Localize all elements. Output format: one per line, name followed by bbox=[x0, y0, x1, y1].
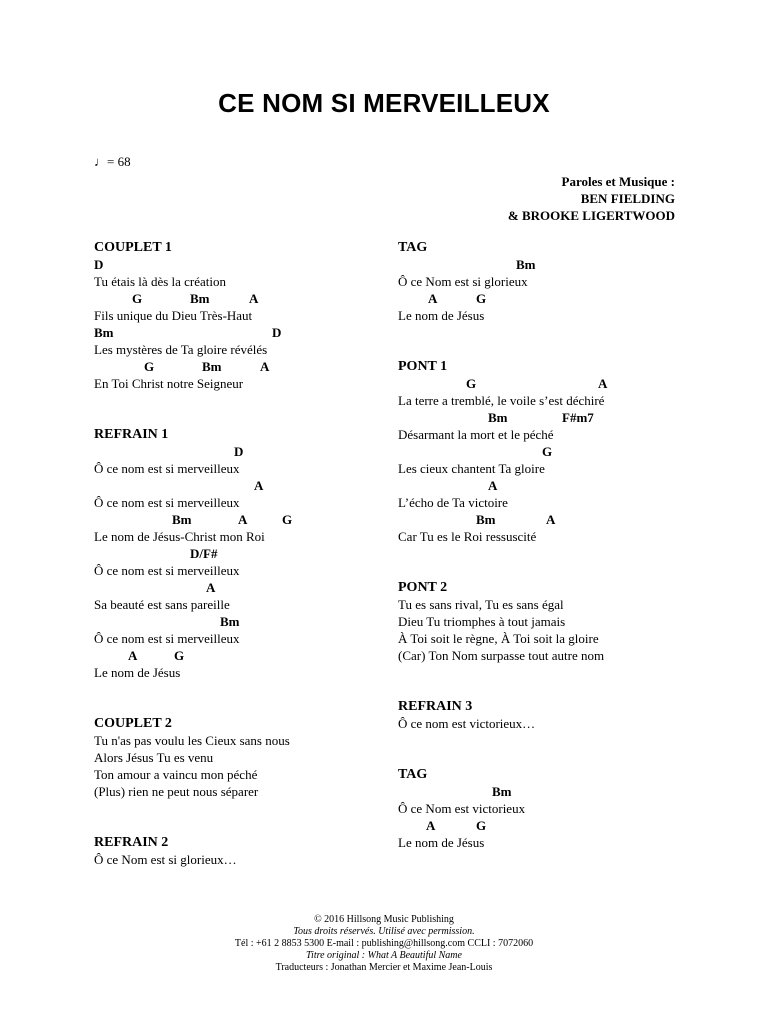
chord-symbol: D bbox=[94, 257, 104, 272]
chord-symbol: D bbox=[234, 444, 244, 459]
chord-line bbox=[398, 409, 688, 426]
chord-line bbox=[94, 477, 384, 494]
lyric-line: Tu es sans rival, Tu es sans égal bbox=[398, 597, 564, 612]
chord-line bbox=[94, 545, 384, 562]
lyric-line: Ô ce Nom est si glorieux bbox=[398, 274, 528, 289]
chord-symbol: Bm bbox=[492, 784, 512, 799]
lyric-line: Le nom de Jésus-Christ mon Roi bbox=[94, 529, 265, 544]
footer-rights: Tous droits réservés. Utilisé avec permission. bbox=[293, 926, 475, 937]
chord-line bbox=[398, 290, 688, 307]
footer-contact: Tél : +61 2 8853 5300 E-mail : publishing@hillsong.com CCLI : 7072060 bbox=[234, 938, 534, 949]
lyric-line: Sa beauté est sans pareille bbox=[94, 597, 230, 612]
chord-symbol: Bm bbox=[476, 512, 496, 527]
chord-symbol: Bm bbox=[488, 410, 508, 425]
chord-symbol: G bbox=[542, 444, 553, 459]
credits-author-2: & BROOKE LIGERTWOOD bbox=[507, 208, 675, 223]
chord-line bbox=[94, 256, 384, 273]
lyric-line: La terre a tremblé, le voile s’est déchiré bbox=[398, 393, 605, 408]
song-section bbox=[398, 579, 688, 664]
chord-symbol: G bbox=[476, 818, 487, 833]
chord-symbol: A bbox=[546, 512, 556, 527]
lyric-line: L’écho de Ta victoire bbox=[398, 495, 508, 510]
song-section bbox=[94, 426, 384, 681]
song-section bbox=[398, 698, 688, 732]
chord-symbol: Bm bbox=[202, 359, 222, 374]
chord-symbol: A bbox=[598, 376, 608, 391]
chord-symbol: A bbox=[206, 580, 216, 595]
chord-line bbox=[94, 647, 384, 664]
chord-symbol: Bm bbox=[220, 614, 240, 629]
chord-symbol: A bbox=[128, 648, 138, 663]
footer-original-title: Titre original : What A Beautiful Name bbox=[306, 950, 462, 961]
footer-copyright: © 2016 Hillsong Music Publishing bbox=[314, 914, 454, 925]
chord-symbol: A bbox=[249, 291, 259, 306]
credits-author-1: BEN FIELDING bbox=[580, 191, 675, 206]
chord-line bbox=[94, 511, 384, 528]
chord-symbol: G bbox=[476, 291, 487, 306]
chord-symbol: Bm bbox=[94, 325, 114, 340]
section-heading: TAG bbox=[398, 240, 428, 255]
chord-symbol: A bbox=[488, 478, 498, 493]
chord-symbol: A bbox=[426, 818, 436, 833]
lyric-line: Les cieux chantent Ta gloire bbox=[398, 461, 545, 476]
lyric-line: Le nom de Jésus bbox=[94, 665, 181, 680]
chord-symbol: A bbox=[428, 291, 438, 306]
section-heading: REFRAIN 2 bbox=[94, 835, 169, 850]
credits-label: Paroles et Musique : bbox=[561, 174, 675, 189]
song-title: CE NOM SI MERVEILLEUX bbox=[218, 88, 550, 118]
section-heading: COUPLET 1 bbox=[94, 240, 172, 255]
lyric-line: Le nom de Jésus bbox=[398, 308, 485, 323]
song-section bbox=[94, 239, 384, 392]
chord-line bbox=[398, 477, 688, 494]
chord-symbol: A bbox=[260, 359, 270, 374]
lyric-line: À Toi soit le règne, À Toi soit la gloire bbox=[398, 631, 599, 646]
lyric-line: Désarmant la mort et le péché bbox=[398, 427, 554, 442]
lyric-line: Tu étais là dès la création bbox=[94, 274, 227, 289]
chord-symbol: Bm bbox=[516, 257, 536, 272]
chord-line bbox=[94, 324, 384, 341]
song-section bbox=[398, 766, 688, 851]
chord-line bbox=[94, 443, 384, 460]
chord-symbol: D bbox=[272, 325, 282, 340]
section-heading: COUPLET 2 bbox=[94, 716, 172, 731]
lyric-line: Car Tu es le Roi ressuscité bbox=[398, 529, 537, 544]
chord-symbol: G bbox=[144, 359, 155, 374]
chord-line bbox=[94, 613, 384, 630]
chord-symbol: G bbox=[466, 376, 477, 391]
song-section bbox=[94, 834, 384, 868]
lyric-line: Ton amour a vaincu mon péché bbox=[94, 767, 258, 782]
chord-line bbox=[398, 817, 688, 834]
footer bbox=[0, 914, 768, 974]
section-heading: PONT 1 bbox=[398, 359, 448, 374]
lyric-line: (Car) Ton Nom surpasse tout autre nom bbox=[398, 648, 605, 663]
chord-symbol: G bbox=[174, 648, 185, 663]
lyric-line: En Toi Christ notre Seigneur bbox=[94, 376, 244, 391]
section-heading: REFRAIN 3 bbox=[398, 699, 473, 714]
left-column bbox=[94, 239, 384, 902]
lyric-line: Ô ce nom est si merveilleux bbox=[94, 461, 240, 476]
chord-symbol: F#m7 bbox=[562, 410, 594, 425]
credits bbox=[508, 173, 675, 224]
lyric-line: Alors Jésus Tu es venu bbox=[94, 750, 214, 765]
chord-symbol: Bm bbox=[190, 291, 210, 306]
chord-symbol: G bbox=[282, 512, 293, 527]
chord-line bbox=[398, 511, 688, 528]
chord-line bbox=[398, 375, 688, 392]
chord-symbol: D/F# bbox=[190, 546, 218, 561]
song-section bbox=[94, 715, 384, 800]
section-heading: TAG bbox=[398, 767, 428, 782]
song-section bbox=[398, 239, 688, 324]
lyric-line: Ô ce Nom est victorieux bbox=[398, 801, 526, 816]
section-heading: PONT 2 bbox=[398, 580, 448, 595]
lyric-line: Les mystères de Ta gloire révélés bbox=[94, 342, 268, 357]
right-column bbox=[398, 239, 688, 885]
chord-line bbox=[94, 579, 384, 596]
lyric-line: Ô ce nom est si merveilleux bbox=[94, 631, 240, 646]
song-section bbox=[398, 358, 688, 545]
chord-line bbox=[398, 783, 688, 800]
lyric-line: Ô ce Nom est si glorieux… bbox=[94, 852, 237, 867]
lyric-line: Ô ce nom est victorieux… bbox=[398, 716, 536, 731]
chord-line bbox=[94, 290, 384, 307]
chord-line bbox=[398, 443, 688, 460]
lyric-line: Le nom de Jésus bbox=[398, 835, 485, 850]
chord-line bbox=[94, 358, 384, 375]
chord-symbol: G bbox=[132, 291, 143, 306]
lyric-line: (Plus) rien ne peut nous séparer bbox=[94, 784, 259, 799]
chord-symbol: Bm bbox=[172, 512, 192, 527]
lyric-line: Ô ce nom est si merveilleux bbox=[94, 495, 240, 510]
lyric-line: Fils unique du Dieu Très-Haut bbox=[94, 308, 253, 323]
lyric-line: Tu n'as pas voulu les Cieux sans nous bbox=[94, 733, 290, 748]
lyric-line: Ô ce nom est si merveilleux bbox=[94, 563, 240, 578]
chord-symbol: A bbox=[238, 512, 248, 527]
tempo-marking: ♩= 68 bbox=[94, 154, 131, 169]
footer-translators: Traducteurs : Jonathan Mercier et Maxime Jean-Louis bbox=[275, 962, 493, 973]
section-heading: REFRAIN 1 bbox=[94, 427, 169, 442]
chord-line bbox=[398, 256, 688, 273]
chord-symbol: A bbox=[254, 478, 264, 493]
lyric-line: Dieu Tu triomphes à tout jamais bbox=[398, 614, 566, 629]
